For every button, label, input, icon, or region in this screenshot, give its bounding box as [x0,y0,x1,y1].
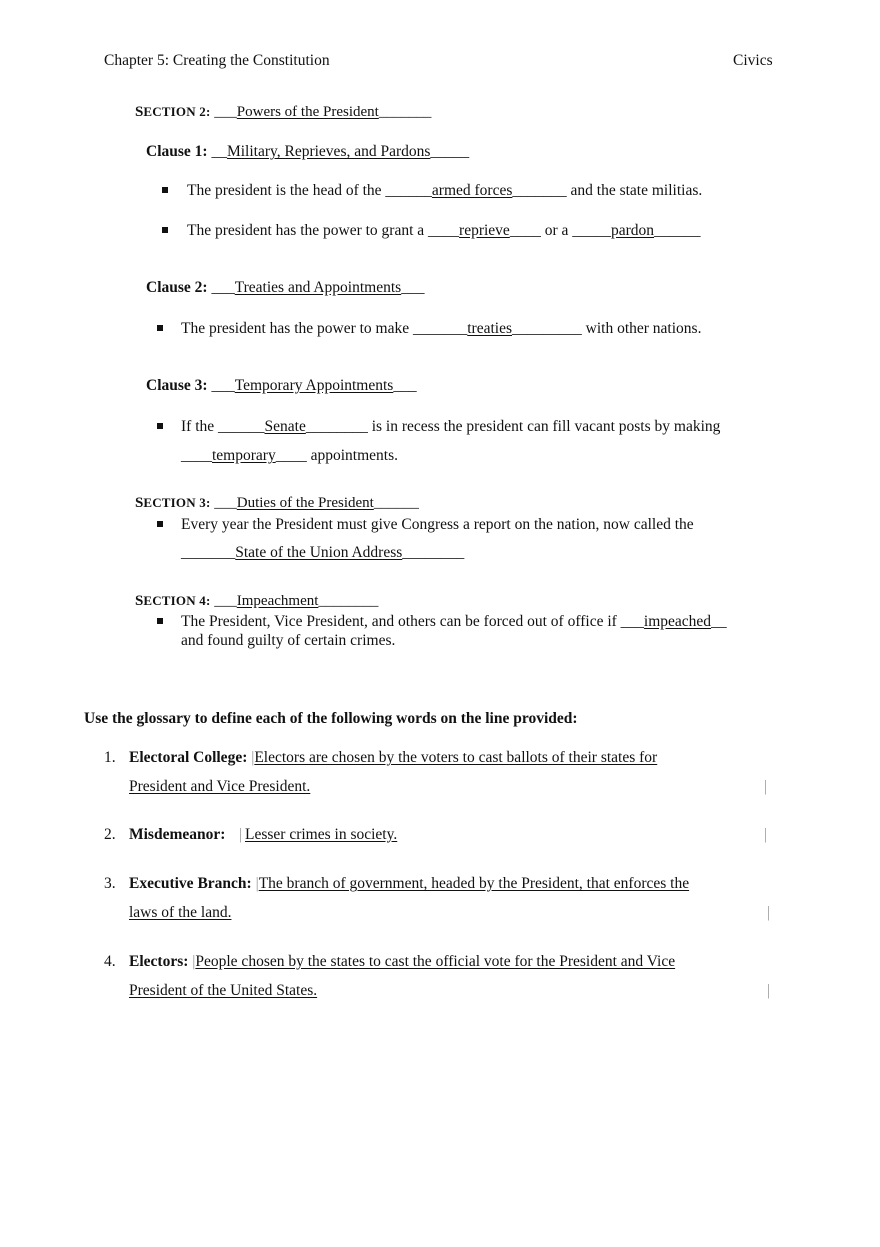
term-executive-branch: Executive Branch: [129,875,252,892]
bullet-text: The president has the power to make [181,320,413,337]
clause-3-bullet-line-1 [181,418,720,436]
definition-text: People chosen by the states to cast the official vote for the President and Vice [195,953,676,970]
term-electors: Electors: [129,953,189,970]
definition-text: Electors are chosen by the voters to cast ballots of their states for [254,749,658,766]
clause-2-blank-pre: ___ [211,279,235,296]
blank: _____ [572,222,611,239]
glossary-item-4-line-2 [129,982,769,1000]
blank: ___ [620,613,644,630]
section-3-blank-post: ______ [373,495,419,511]
clause-2-bullet [181,320,701,338]
bullet-marker [157,521,163,527]
clause-3-bullet-line-2 [181,447,398,465]
definition-text: The branch of government, headed by the President, that enforces the [258,875,690,892]
section-3-label-rest: ECTION 3: [143,495,211,510]
bullet-text: with other nations. [581,320,702,337]
section-3-heading [135,495,419,512]
clause-2-label: Clause 2: [146,279,208,296]
clause-3-blank-post: ___ [393,377,417,394]
clause-1-bullet-1 [187,182,702,200]
answer-pardon: pardon [610,222,655,239]
glossary-item-4-line-1 [129,953,675,971]
glossary-item-1-line-2 [129,778,766,796]
answer-temporary: temporary [212,447,276,464]
clause-3-heading [146,377,417,395]
definition-text: President and Vice President. [129,778,311,795]
bullet-text: appointments. [306,447,398,464]
text-cursor-mark: | [239,826,243,843]
blank: _______ [512,182,567,199]
section-4-blank-post: ________ [318,593,379,609]
definition-text: Lesser crimes in society. [245,826,398,843]
clause-1-blank-post: _____ [430,143,470,160]
bullet-text: or a [540,222,573,239]
section-3-blank-pre: ___ [214,495,237,511]
answer-reprieve: reprieve [459,222,510,239]
glossary-instruction: Use the glossary to define each of the following words on the line provided: [84,710,578,727]
blank: ____ [428,222,460,239]
clause-1-blank-pre: __ [211,143,227,160]
answer-state-of-the-union: State of the Union Address [235,544,403,561]
blank: _______ [181,544,236,561]
clause-3-label: Clause 3: [146,377,208,394]
clause-2-heading [146,279,424,297]
bullet-marker [157,618,163,624]
blank: ________ [305,418,368,435]
glossary-item-3-line-1 [129,875,689,893]
term-electoral-college: Electoral College: [129,749,248,766]
text-cursor-mark: | [255,875,259,892]
definition-text: laws of the land. [129,904,232,921]
section-2-heading [135,104,431,121]
blank: ________ [402,544,465,561]
page-header-right: Civics [733,52,773,69]
section-3-answer: Duties of the President [236,495,374,511]
blank: ____ [181,447,212,464]
blank: ______ [218,418,265,435]
text-cursor-mark: | [764,778,768,795]
bullet-marker [162,227,168,233]
bullet-marker [157,423,163,429]
clause-2-answer: Treaties and Appointments [234,279,402,296]
bullet-text: The President, Vice President, and others can be forced out of office if [181,613,621,630]
definition-text: President of the United States. [129,982,318,999]
clause-1-bullet-2 [187,222,701,240]
glossary-item-number: 3. [104,875,116,892]
section-4-blank-pre: ___ [214,593,237,609]
section-2-blank-post: _______ [378,104,432,120]
clause-1-answer: Military, Reprieves, and Pardons [226,143,431,160]
clause-1-label: Clause 1: [146,143,208,160]
answer-treaties: treaties [467,320,513,337]
section-4-label-prefix: S [135,593,144,609]
bullet-text: is in recess the president can fill vacant posts by making [367,418,721,435]
text-cursor-mark: | [767,982,771,999]
section-4-heading [135,593,378,610]
section-3-bullet-line-1: Every year the President must give Congress a report on the nation, now called the [181,516,694,533]
clause-3-blank-pre: ___ [211,377,235,394]
page-header-left: Chapter 5: Creating the Constitution [104,52,330,69]
glossary-item-number: 1. [104,749,116,766]
bullet-text: The president has the power to grant a [187,222,429,239]
clause-2-blank-post: ___ [401,279,425,296]
blank: ______ [654,222,701,239]
clause-1-heading [146,143,469,161]
bullet-text: The president is the head of the [187,182,386,199]
section-4-label-rest: ECTION 4: [143,593,211,608]
glossary-item-number: 2. [104,826,116,843]
blank: ____ [509,222,541,239]
glossary-item-2-line-1 [245,826,766,844]
blank: ____ [275,447,307,464]
section-4-bullet-line-1 [181,613,727,631]
blank: ______ [385,182,432,199]
bullet-marker [157,325,163,331]
section-4-bullet-line-2: and found guilty of certain crimes. [181,632,396,649]
blank: _______ [413,320,468,337]
answer-armed-forces: armed forces [431,182,513,199]
bullet-marker [162,187,168,193]
section-2-answer: Powers of the President [236,104,379,120]
glossary-item-number: 4. [104,953,116,970]
term-misdemeanor: Misdemeanor: [129,826,226,843]
section-2-label-rest: ECTION 2: [143,104,211,119]
section-3-bullet-line-2 [181,544,464,562]
clause-3-answer: Temporary Appointments [234,377,394,394]
bullet-text: and the state militias. [566,182,703,199]
section-2-label-prefix: S [135,104,144,120]
glossary-item-1-line-1 [129,749,657,767]
section-3-label-prefix: S [135,495,144,511]
text-cursor-mark: | [192,953,196,970]
bullet-text: If the [181,418,219,435]
answer-impeached: impeached [643,613,712,630]
text-cursor-mark: | [767,904,771,921]
text-cursor-mark: | [251,749,255,766]
blank: __ [711,613,727,630]
text-cursor-mark: | [764,826,768,843]
section-2-blank-pre: ___ [214,104,237,120]
blank: _________ [512,320,582,337]
section-4-answer: Impeachment [236,593,319,609]
glossary-item-3-line-2 [129,904,769,922]
answer-senate: Senate [264,418,306,435]
